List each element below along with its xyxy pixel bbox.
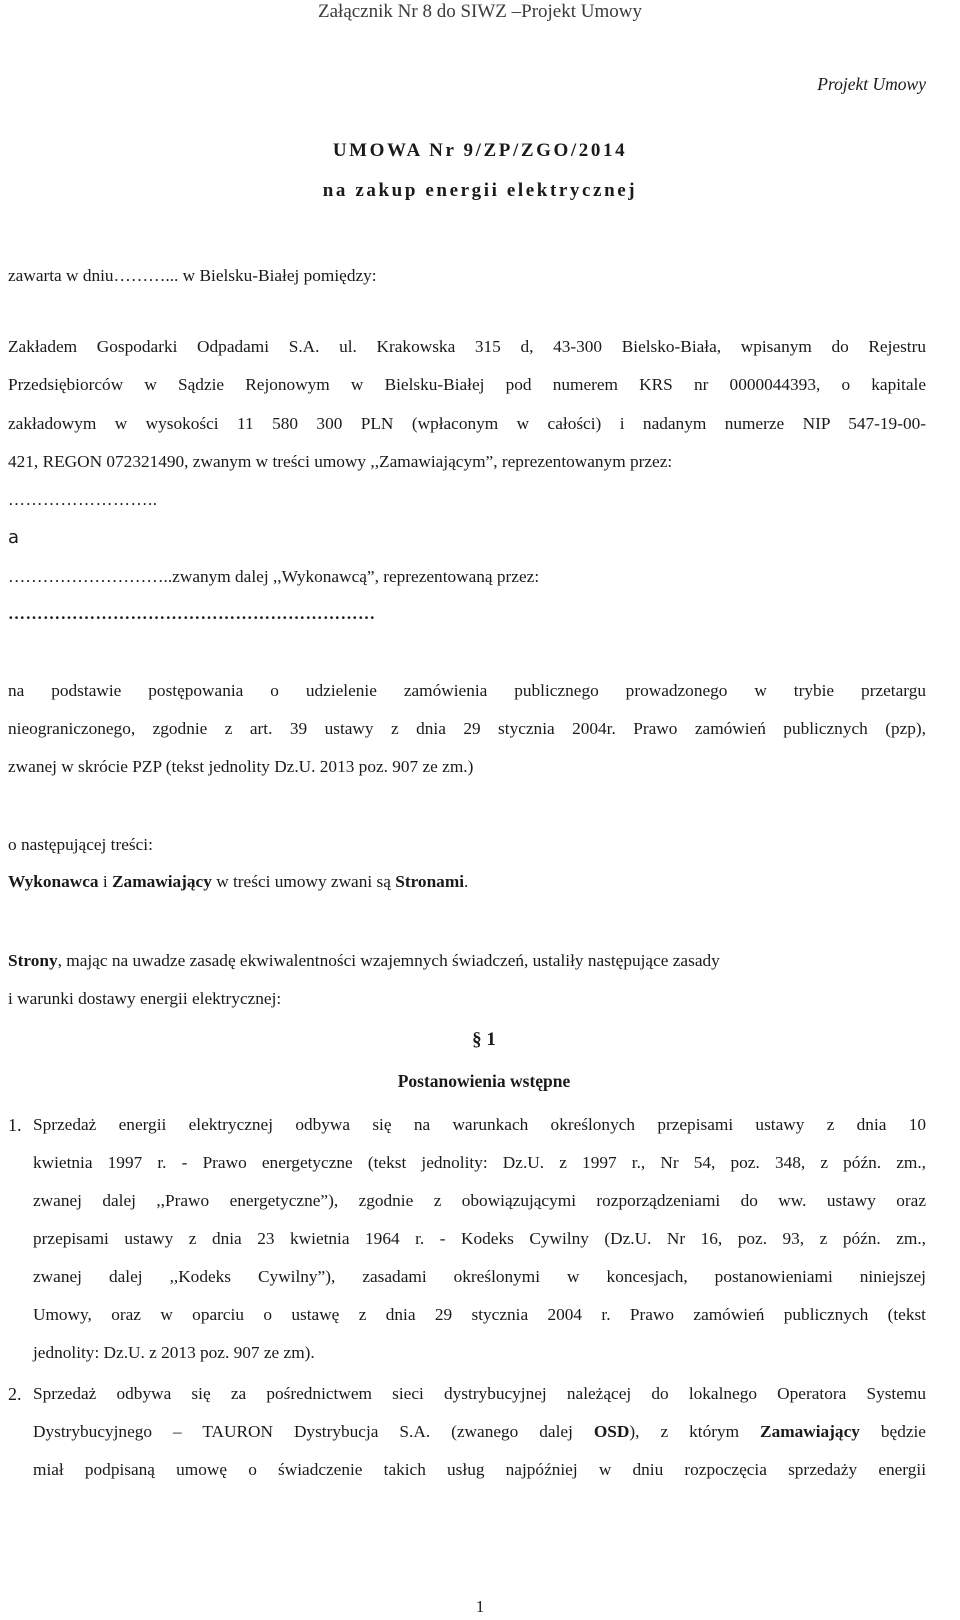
point-line: kwietnia 1997 r. - Prawo energetyczne (tekst jednolity: Dz.U. z 1997 r., Nr 54, poz. 348, z późn. zm., bbox=[33, 1153, 926, 1172]
party1-line: Zakładem Gospodarki Odpadami S.A. ul. Krakowska 315 d, 43-300 Bielsko-Biała, wpisanym do Rejestru bbox=[8, 337, 926, 356]
party2-line: ………………………..zwanym dalej ,,Wykonawcą”, reprezentowaną przez: bbox=[8, 567, 540, 586]
project-label: Projekt Umowy bbox=[817, 74, 926, 94]
strony-line: Strony, mając na uwadze zasadę ekwiwalentności wzajemnych świadczeń, ustaliły następujące zasady bbox=[8, 951, 720, 970]
point-number: 1. bbox=[8, 1115, 22, 1135]
representative-placeholder-2: ……………………………………………………… bbox=[8, 604, 376, 623]
point-line: Umowy, oraz w oparciu o ustawę z dnia 29 stycznia 2004 r. Prawo zamówień publicznych (tekst bbox=[33, 1305, 926, 1324]
term-zamawiajacy: Zamawiający bbox=[112, 872, 212, 891]
basis-line: nieograniczonego, zgodnie z art. 39 ustawy z dnia 29 stycznia 2004r. Prawo zamówień publicznych (pzp), bbox=[8, 719, 926, 738]
party1-line: Przedsiębiorców w Sądzie Rejonowym w Bielsku-Białej pod numerem KRS nr 0000044393, o kapitale bbox=[8, 375, 926, 394]
contract-subtitle: na zakup energii elektrycznej bbox=[322, 180, 638, 201]
following-line: o następującej treści: bbox=[8, 835, 153, 854]
section-mark: § 1 bbox=[472, 1029, 496, 1050]
point-number: 2. bbox=[8, 1384, 22, 1404]
point-line: Sprzedaż energii elektrycznej odbywa się na warunkach określonych przepisami ustawy z dnia 10 bbox=[33, 1115, 926, 1134]
point-line: zwanej dalej ,,Kodeks Cywilny”), zasadami określonymi w koncesjach, postanowieniami niniejszej bbox=[33, 1267, 926, 1286]
page-header: Załącznik Nr 8 do SIWZ –Projekt Umowy bbox=[318, 1, 642, 22]
point-line: przepisami ustawy z dnia 23 kwietnia 1964 r. - Kodeks Cywilny (Dz.U. Nr 16, poz. 93, z późn. zm., bbox=[33, 1229, 926, 1248]
conjunction-a: a bbox=[8, 527, 20, 548]
party1-line: 421, REGON 072321490, zwanym w treści umowy ,,Zamawiającym”, reprezentowanym przez: bbox=[8, 452, 673, 471]
parties-definition: Wykonawca i Zamawiający w treści umowy zwani są Stronami. bbox=[8, 872, 469, 891]
term-zamawiajacy: Zamawiający bbox=[760, 1422, 860, 1441]
strony-line-2: i warunki dostawy energii elektrycznej: bbox=[8, 989, 282, 1008]
term-strony: Stronami bbox=[395, 872, 465, 891]
basis-line: zwanej w skrócie PZP (tekst jednolity Dz.U. 2013 poz. 907 ze zm.) bbox=[8, 757, 474, 776]
term-wykonawca: Wykonawca bbox=[8, 872, 99, 891]
party1-line: zakładowym w wysokości 11 580 300 PLN (wpłaconym w całości) i nadanym numerze NIP 547-19-00- bbox=[8, 414, 926, 433]
point-line: Dystrybucyjnego – TAURON Dystrybucja S.A. (zwanego dalej OSD), z którym Zamawiający będzie bbox=[33, 1422, 926, 1441]
point-line: Sprzedaż odbywa się za pośrednictwem sieci dystrybucyjnej należącej do lokalnego Operatora Systemu bbox=[33, 1384, 926, 1403]
contract-title: UMOWA Nr 9/ZP/ZGO/2014 bbox=[332, 140, 628, 161]
term-osd: OSD bbox=[593, 1422, 630, 1441]
representative-placeholder: …………………….. bbox=[8, 490, 158, 509]
point-line: miał podpisaną umowę o świadczenie takich usług najpóźniej w dniu rozpoczęcia sprzedaży energii bbox=[33, 1460, 926, 1479]
basis-line: na podstawie postępowania o udzielenie zamówienia publicznego prowadzonego w trybie przetargu bbox=[8, 681, 926, 700]
point-line: zwanej dalej ,,Prawo energetyczne”), zgodnie z obowiązującymi rozporządzeniami do ww. ustawy oraz bbox=[33, 1191, 926, 1210]
section-title: Postanowienia wstępne bbox=[397, 1071, 571, 1091]
intro-line: zawarta w dniu………... w Bielsku-Białej pomiędzy: bbox=[8, 266, 377, 285]
point-line: jednolity: Dz.U. z 2013 poz. 907 ze zm). bbox=[33, 1343, 315, 1362]
page-number: 1 bbox=[475, 1597, 485, 1616]
